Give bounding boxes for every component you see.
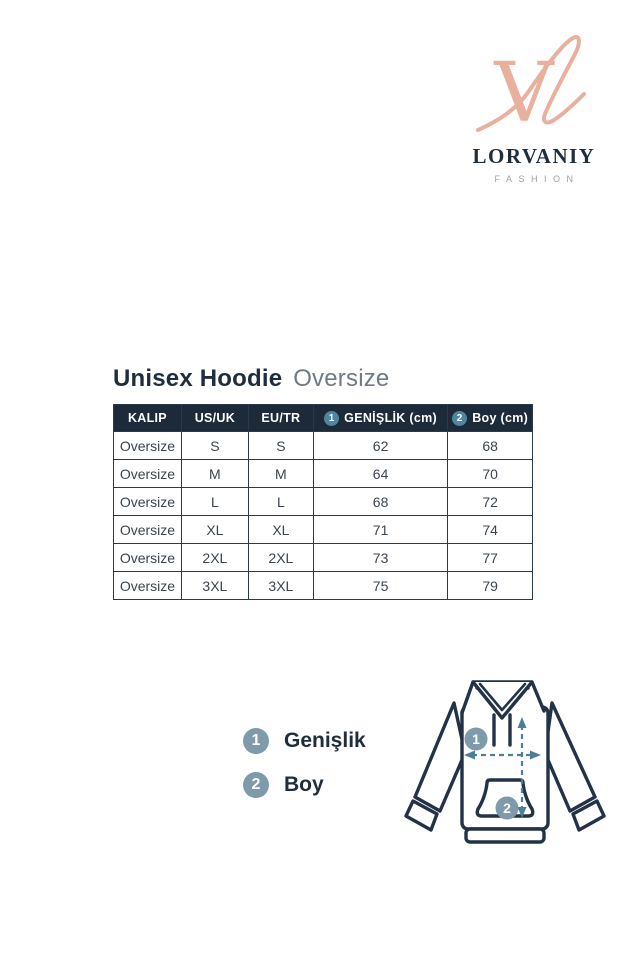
cell-boy: 68 [448, 432, 533, 460]
hoodie-diagram-icon [400, 655, 610, 851]
col-genislik-label: GENİŞLİK (cm) [344, 411, 437, 425]
cell-kalip: Oversize [114, 572, 182, 600]
cell-us-uk: S [181, 432, 248, 460]
page-title [113, 365, 389, 393]
cell-eu-tr: 3XL [248, 572, 313, 600]
col-us-uk: US/UK [181, 405, 248, 432]
hem-band [466, 829, 544, 842]
size-table-header [114, 405, 533, 432]
col-boy-label: Boy (cm) [472, 411, 529, 425]
cell-genislik: 73 [313, 544, 447, 572]
col-genislik [313, 405, 447, 432]
boy-badge-icon: 2 [452, 411, 467, 426]
page-title-main: Unisex Hoodie [113, 365, 283, 392]
cell-genislik: 62 [313, 432, 447, 460]
diagram-length-badge-number: 2 [503, 800, 511, 816]
col-boy [448, 405, 533, 432]
measure-legend [243, 728, 366, 816]
cell-kalip: Oversize [114, 460, 182, 488]
cell-eu-tr: M [248, 460, 313, 488]
col-eu-tr: EU/TR [248, 405, 313, 432]
cell-kalip: Oversize [114, 516, 182, 544]
brand-tagline: FASHION [494, 174, 580, 184]
cell-kalip: Oversize [114, 544, 182, 572]
col-kalip: KALIP [114, 405, 182, 432]
table-row [114, 460, 533, 488]
cell-boy: 72 [448, 488, 533, 516]
cell-eu-tr: L [248, 488, 313, 516]
cell-us-uk: L [181, 488, 248, 516]
cell-us-uk: 3XL [181, 572, 248, 600]
genislik-badge-icon: 1 [324, 411, 339, 426]
table-row [114, 572, 533, 600]
table-row [114, 544, 533, 572]
cell-eu-tr: XL [248, 516, 313, 544]
legend-label-genislik: Genişlik [284, 729, 366, 752]
cell-genislik: 71 [313, 516, 447, 544]
cell-kalip: Oversize [114, 488, 182, 516]
diagram-width-badge-icon [465, 728, 488, 751]
cell-genislik: 68 [313, 488, 447, 516]
table-row [114, 432, 533, 460]
diagram-length-badge-icon [496, 797, 519, 820]
table-row [114, 516, 533, 544]
cell-boy: 77 [448, 544, 533, 572]
monogram-letter: V [494, 46, 554, 141]
legend-badge-2-icon: 2 [243, 772, 269, 798]
cell-genislik: 64 [313, 460, 447, 488]
right-sleeve [545, 703, 595, 811]
left-sleeve [415, 703, 465, 811]
cell-boy: 74 [448, 516, 533, 544]
cell-kalip: Oversize [114, 432, 182, 460]
cell-eu-tr: S [248, 432, 313, 460]
cell-us-uk: XL [181, 516, 248, 544]
legend-label-boy: Boy [284, 773, 324, 796]
diagram-width-badge-number: 1 [472, 731, 480, 747]
cell-boy: 79 [448, 572, 533, 600]
brand-logo [458, 28, 610, 184]
legend-item-genislik [243, 728, 366, 754]
legend-item-boy [243, 772, 366, 798]
brand-name: LORVANIY [472, 144, 596, 168]
cell-eu-tr: 2XL [248, 544, 313, 572]
cell-us-uk: M [181, 460, 248, 488]
legend-badge-1-icon: 1 [243, 728, 269, 754]
table-row [114, 488, 533, 516]
page-title-suffix: Oversize [293, 365, 390, 392]
header-row [114, 405, 533, 432]
size-table [113, 404, 533, 600]
cell-us-uk: 2XL [181, 544, 248, 572]
brand-monogram-icon [471, 28, 597, 142]
cell-genislik: 75 [313, 572, 447, 600]
cell-boy: 70 [448, 460, 533, 488]
